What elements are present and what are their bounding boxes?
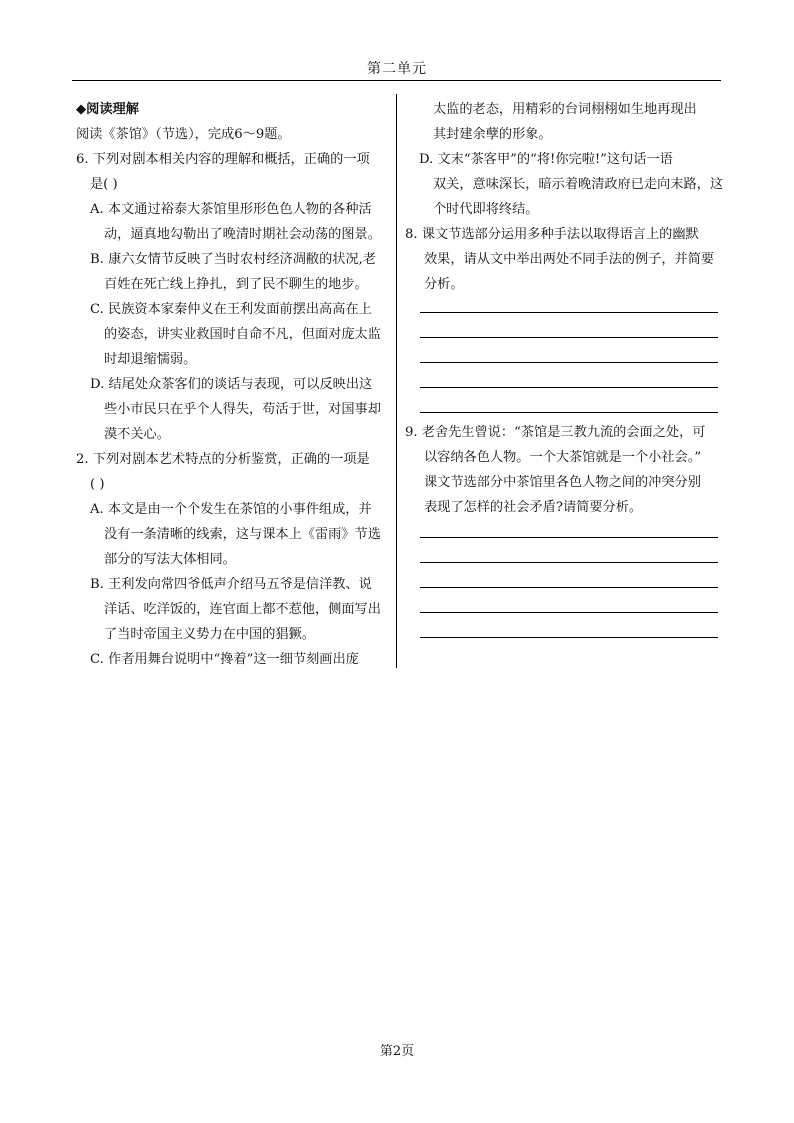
answer-line-q8[interactable] bbox=[420, 387, 718, 388]
left-question-text bbox=[76, 147, 388, 672]
answer-line-q8[interactable] bbox=[420, 362, 718, 363]
text-line: C. 作者用舞台说明中“搀着”这一细节刻画出庞 bbox=[90, 652, 359, 667]
answer-line-q8[interactable] bbox=[420, 337, 718, 338]
text-line: 双关，意味深长，暗示着晚清政府已走向末路，这 bbox=[433, 177, 724, 192]
text-line: 表现了怎样的社会矛盾?请简要分析。 bbox=[424, 500, 643, 515]
text-line: B. 王利发向常四爷低声介绍马五爷是信洋教、说 bbox=[90, 577, 372, 592]
text-line: 课文节选部分中茶馆里各色人物之间的冲突分别 bbox=[424, 475, 701, 490]
answer-line-q8[interactable] bbox=[420, 412, 718, 413]
text-line: 洋话、吃洋饭的，连官面上都不惹他，侧面写出 bbox=[104, 602, 381, 617]
text-line: 些小市民只在乎个人得失，苟活于世，对国事却 bbox=[104, 402, 381, 417]
text-line: 分析。 bbox=[424, 277, 464, 292]
left-column bbox=[76, 97, 388, 672]
section-intro: 阅读《茶馆》（节选），完成6～9题。 bbox=[76, 127, 291, 142]
text-line: 漠不关心。 bbox=[104, 427, 170, 442]
text-line: 时却退缩懦弱。 bbox=[104, 352, 197, 367]
text-line: 太监的老态，用精彩的台词栩栩如生地再现出 bbox=[433, 102, 697, 117]
answer-line-q9[interactable] bbox=[420, 537, 718, 538]
text-line: 其封建余孽的形象。 bbox=[433, 127, 552, 142]
text-line: C. 民族资本家秦仲义在王利发面前摆出高高在上 bbox=[90, 302, 372, 317]
question-9-text bbox=[405, 420, 725, 520]
text-line: D. 文末“茶客甲”的“将!你完啦!”这句话一语 bbox=[419, 152, 673, 167]
answer-line-q9[interactable] bbox=[420, 587, 718, 588]
text-line: 了当时帝国主义势力在中国的猖獗。 bbox=[104, 627, 315, 642]
column-divider bbox=[396, 94, 397, 668]
header-rule bbox=[72, 80, 721, 81]
text-line: 2. 下列对剧本艺术特点的分析鉴赏，正确的一项是 bbox=[76, 452, 370, 467]
text-line: D. 结尾处众茶客们的谈话与表现，可以反映出这 bbox=[90, 377, 373, 392]
text-line: A. 本文通过裕泰大茶馆里形形色色人物的各种活 bbox=[90, 202, 372, 217]
page-number: 第2页 bbox=[379, 1044, 415, 1059]
answer-line-q9[interactable] bbox=[420, 637, 718, 638]
right-column bbox=[405, 97, 725, 515]
text-line: 个时代即将终结。 bbox=[433, 202, 539, 217]
text-line: 没有一条清晰的线索，这与课本上《雷雨》节选 bbox=[104, 527, 381, 542]
text-line: 6. 下列对剧本相关内容的理解和概括，正确的一项 bbox=[76, 152, 370, 167]
text-line: A. 本文是由一个个发生在茶馆的小事件组成，并 bbox=[90, 502, 372, 517]
text-line: 部分的写法大体相同。 bbox=[104, 552, 236, 567]
text-line: 的姿态，讲实业救国时自命不凡，但面对庞太监 bbox=[104, 327, 381, 342]
text-line: 是( ) bbox=[90, 177, 118, 192]
text-line: 8. 课文节选部分运用多种手法以取得语言上的幽默 bbox=[405, 227, 699, 242]
text-line: B. 康六女情节反映了当时农村经济凋敝的状况,老 bbox=[90, 252, 377, 267]
text-line: 9. 老舍先生曾说：“茶馆是三教九流的会面之处，可 bbox=[405, 425, 706, 440]
answer-line-q9[interactable] bbox=[420, 562, 718, 563]
page-header-title: 第二单元 bbox=[367, 61, 427, 77]
text-line: 动，逼真地勾勒出了晚清时期社会动荡的图景。 bbox=[104, 227, 381, 242]
answer-line-q9[interactable] bbox=[420, 612, 718, 613]
answer-line-q8[interactable] bbox=[420, 312, 718, 313]
section-heading: ◆阅读理解 bbox=[76, 102, 139, 117]
right-question-text bbox=[405, 97, 725, 297]
text-line: 以容纳各色人物。一个大茶馆就是一个小社会。” bbox=[424, 450, 702, 465]
text-line: 效果，请从文中举出两处不同手法的例子，并简要 bbox=[424, 252, 715, 267]
text-line: ( ) bbox=[90, 477, 105, 492]
text-line: 百姓在死亡线上挣扎，到了民不聊生的地步。 bbox=[104, 277, 368, 292]
